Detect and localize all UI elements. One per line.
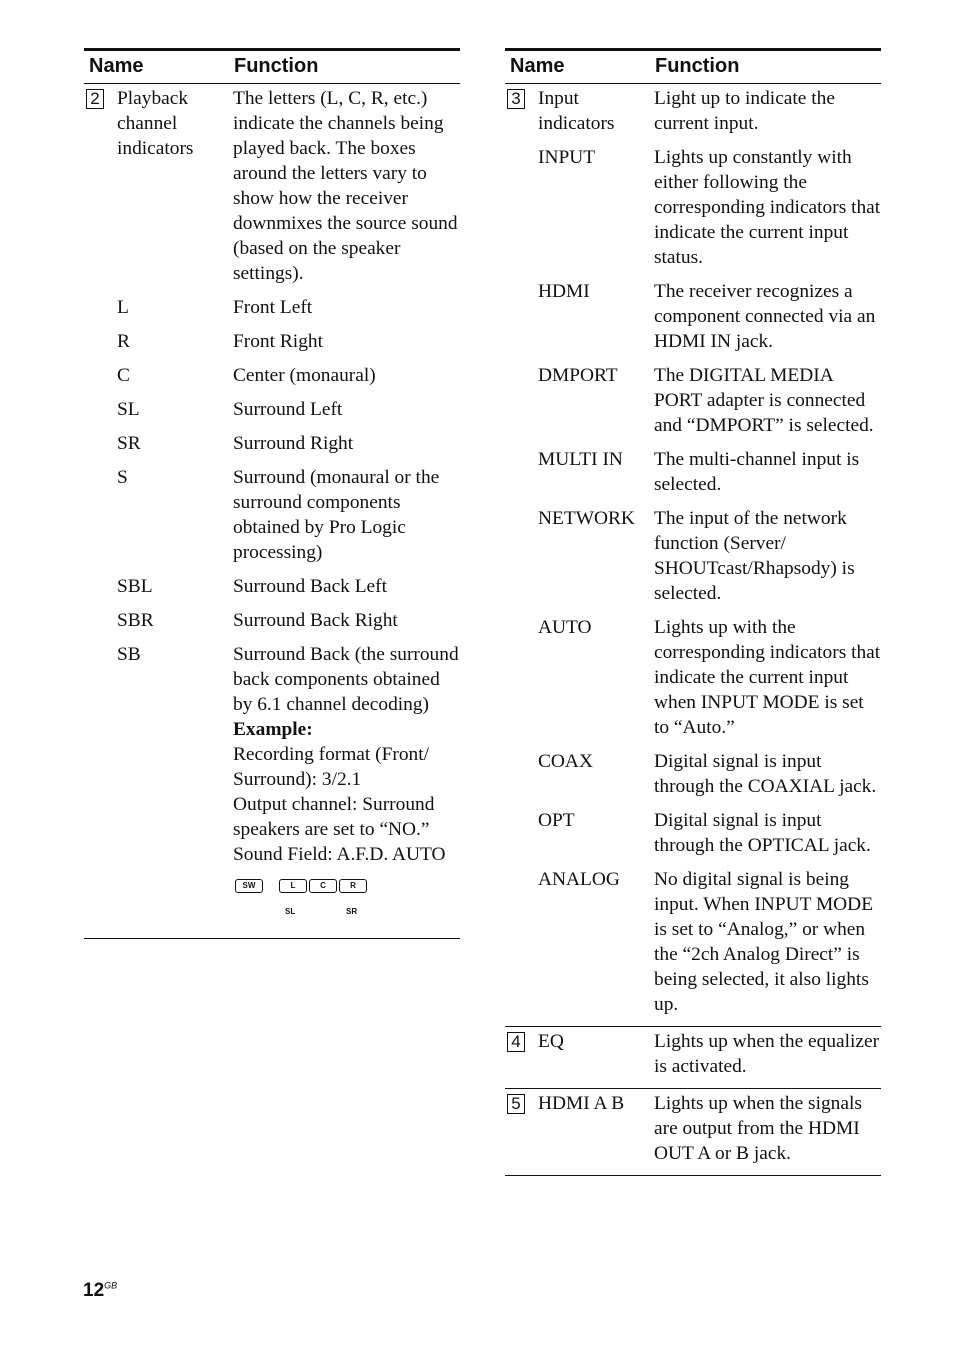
- table-row: [505, 447, 881, 506]
- row-name: DMPORT: [538, 365, 618, 386]
- row-function: Lights up when the equalizer is activated.: [654, 1031, 880, 1077]
- row-name: Input indicators: [538, 88, 615, 134]
- row-name: SR: [117, 433, 141, 454]
- header-name: Name: [510, 55, 565, 77]
- r-indicator: R: [339, 879, 367, 893]
- row-name: R: [117, 331, 130, 352]
- row-function: No digital signal is being input. When INPUT MODE is set to “Analog,” or when the “2ch Analog Direct” is being selected, it also lights up.: [654, 869, 874, 1015]
- c-indicator: C: [309, 879, 337, 893]
- row-name: Playback channel indicators: [117, 88, 194, 159]
- row-function: Lights up with the corresponding indicators that indicate the current input when INPUT MODE is set to “Auto.”: [654, 617, 881, 738]
- example-line: Output channel: Surround speakers are set to “NO.”: [233, 794, 435, 840]
- sl-indicator: SL: [285, 907, 296, 916]
- row-function: The DIGITAL MEDIA PORT adapter is connected and “DMPORT” is selected.: [654, 365, 874, 436]
- header-function: Function: [234, 55, 319, 77]
- table-row: [84, 574, 460, 608]
- example-label: Example:: [233, 719, 313, 740]
- sr-indicator: SR: [346, 907, 358, 916]
- item-number: 2: [86, 89, 104, 109]
- header-name: Name: [89, 55, 144, 77]
- row-function: Surround Left: [233, 399, 343, 420]
- row-function: Surround Back Left: [233, 576, 388, 597]
- sw-indicator: SW: [235, 879, 263, 893]
- row-function: The receiver recognizes a component connected via an HDMI IN jack.: [654, 281, 876, 352]
- table-header: [84, 48, 460, 84]
- row-function-text: Surround Back (the surround back components obtained by 6.1 channel decoding): [233, 644, 459, 715]
- page-number: [83, 1280, 117, 1302]
- table-row: [84, 397, 460, 431]
- table-row: [505, 808, 881, 867]
- table-row: [84, 642, 460, 928]
- item-number: 4: [507, 1032, 525, 1052]
- group-4: [505, 1027, 881, 1089]
- row-name: L: [117, 297, 129, 318]
- row-name: INPUT: [538, 147, 596, 168]
- table-row: [505, 1091, 881, 1175]
- row-function: The letters (L, C, R, etc.) indicate the channels being played back. The boxes around the letters vary to show how the receiver downmixes the source sound (based on the speaker settings).: [233, 88, 458, 284]
- item-number: 5: [507, 1094, 525, 1114]
- row-name: S: [117, 467, 128, 488]
- row-function: The multi-channel input is selected.: [654, 449, 860, 495]
- group-5: [505, 1089, 881, 1176]
- table-header: [505, 48, 881, 84]
- page-number-value: 12: [83, 1280, 105, 1301]
- table-row: [505, 279, 881, 363]
- table-row: [505, 145, 881, 279]
- table-row: [505, 749, 881, 808]
- item-number: 3: [507, 89, 525, 109]
- row-function: The input of the network function (Server/ SHOUTcast/Rhapsody) is selected.: [654, 508, 855, 604]
- table-row: [84, 608, 460, 642]
- row-function: Surround Right: [233, 433, 354, 454]
- l-indicator: L: [279, 879, 307, 893]
- row-name: HDMI A B: [538, 1093, 625, 1114]
- table-row: [84, 363, 460, 397]
- row-function: Front Left: [233, 297, 313, 318]
- row-name: HDMI: [538, 281, 590, 302]
- row-function: Surround (monaural or the surround components obtained by Pro Logic processing): [233, 467, 440, 563]
- table-row: [84, 329, 460, 363]
- row-name: SBR: [117, 610, 154, 631]
- example-line: Recording format (Front/ Surround): 3/2.1: [233, 744, 430, 790]
- row-function: Digital signal is input through the COAXIAL jack.: [654, 751, 877, 797]
- header-function: Function: [655, 55, 740, 77]
- right-table: [505, 48, 881, 1176]
- row-function: Front Right: [233, 331, 323, 352]
- table-row: [505, 867, 881, 1026]
- example-line: Sound Field: A.F.D. AUTO: [233, 844, 446, 865]
- page-number-suffix: GB: [104, 1280, 118, 1291]
- row-function: Lights up constantly with either following the corresponding indicators that indicate the current input status.: [654, 147, 881, 268]
- row-function: Lights up when the signals are output from the HDMI OUT A or B jack.: [654, 1093, 862, 1164]
- row-name: NETWORK: [538, 508, 635, 529]
- group-3: [505, 84, 881, 1027]
- row-function: Surround Back Right: [233, 610, 398, 631]
- row-name: SB: [117, 644, 141, 665]
- row-function: [233, 642, 460, 919]
- table-row: [84, 295, 460, 329]
- table-row: [505, 86, 881, 145]
- row-function: Light up to indicate the current input.: [654, 88, 835, 134]
- row-function: Center (monaural): [233, 365, 376, 386]
- left-table: [84, 48, 460, 939]
- row-name: AUTO: [538, 617, 592, 638]
- row-function: Digital signal is input through the OPTICAL jack.: [654, 810, 871, 856]
- table-row: [505, 363, 881, 447]
- table-row: [505, 1029, 881, 1088]
- table-row: [505, 615, 881, 749]
- row-name: MULTI IN: [538, 449, 623, 470]
- row-name: ANALOG: [538, 869, 620, 890]
- row-name: SL: [117, 399, 140, 420]
- row-name: OPT: [538, 810, 575, 831]
- group-2: [84, 84, 460, 939]
- row-name: COAX: [538, 751, 593, 772]
- row-name: C: [117, 365, 130, 386]
- row-name: SBL: [117, 576, 153, 597]
- table-row: [84, 86, 460, 295]
- row-name: EQ: [538, 1031, 564, 1052]
- channel-indicator-display: [233, 879, 460, 919]
- table-row: [505, 506, 881, 615]
- table-row: [84, 431, 460, 465]
- table-row: [84, 465, 460, 574]
